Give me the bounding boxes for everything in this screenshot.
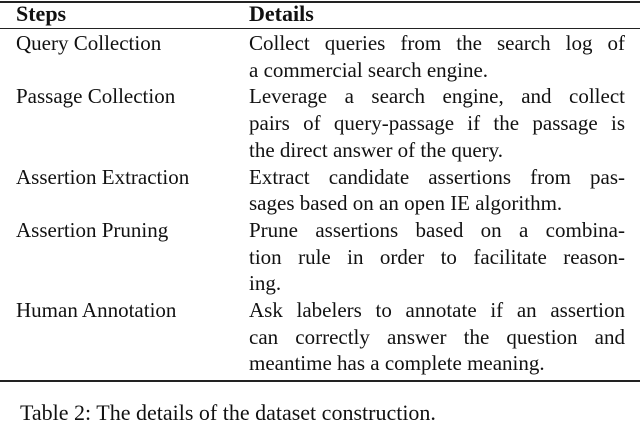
table-row bbox=[0, 30, 640, 83]
detail-line: Leverage a search engine, and collect bbox=[249, 84, 625, 109]
detail-line: pairs of query-passage if the passage is bbox=[249, 111, 625, 136]
table-row bbox=[0, 297, 640, 377]
step-cell: Query Collection bbox=[16, 31, 162, 55]
table-bottom-rule bbox=[0, 380, 640, 382]
table-top-rule bbox=[0, 1, 640, 3]
table-row bbox=[0, 164, 640, 217]
detail-line: can correctly answer the question and bbox=[249, 324, 625, 349]
step-cell: Assertion Extraction bbox=[16, 164, 190, 189]
detail-line: a commercial search engine. bbox=[249, 57, 489, 82]
step-cell: Passage Collection bbox=[16, 84, 176, 109]
detail-line: meantime has a complete meaning. bbox=[249, 351, 545, 376]
detail-line: Ask labelers to annotate if an assertion bbox=[249, 298, 625, 323]
detail-line: tion rule in order to facilitate reason- bbox=[249, 244, 625, 269]
table-row bbox=[0, 83, 640, 163]
header-steps: Steps bbox=[16, 1, 67, 26]
detail-line: ing. bbox=[249, 271, 282, 296]
table-body bbox=[0, 30, 640, 377]
detail-line: sages based on an open IE algorithm. bbox=[249, 191, 563, 216]
detail-cell bbox=[249, 30, 625, 83]
detail-cell bbox=[249, 217, 625, 297]
table-row bbox=[0, 217, 640, 297]
detail-line: Collect queries from the search log of bbox=[249, 31, 625, 55]
table-header-rule bbox=[0, 28, 640, 29]
header-details: Details bbox=[249, 1, 314, 26]
detail-cell bbox=[249, 83, 625, 163]
detail-line: the direct answer of the query. bbox=[249, 137, 504, 162]
table-caption: Table 2: The details of the dataset construction. bbox=[20, 400, 436, 425]
detail-line: Prune assertions based on a combina- bbox=[249, 217, 625, 242]
detail-cell bbox=[249, 297, 625, 377]
detail-line: Extract candidate assertions from pas- bbox=[249, 164, 625, 189]
detail-cell bbox=[249, 164, 625, 217]
step-cell: Assertion Pruning bbox=[16, 217, 169, 242]
step-cell: Human Annotation bbox=[16, 298, 177, 323]
